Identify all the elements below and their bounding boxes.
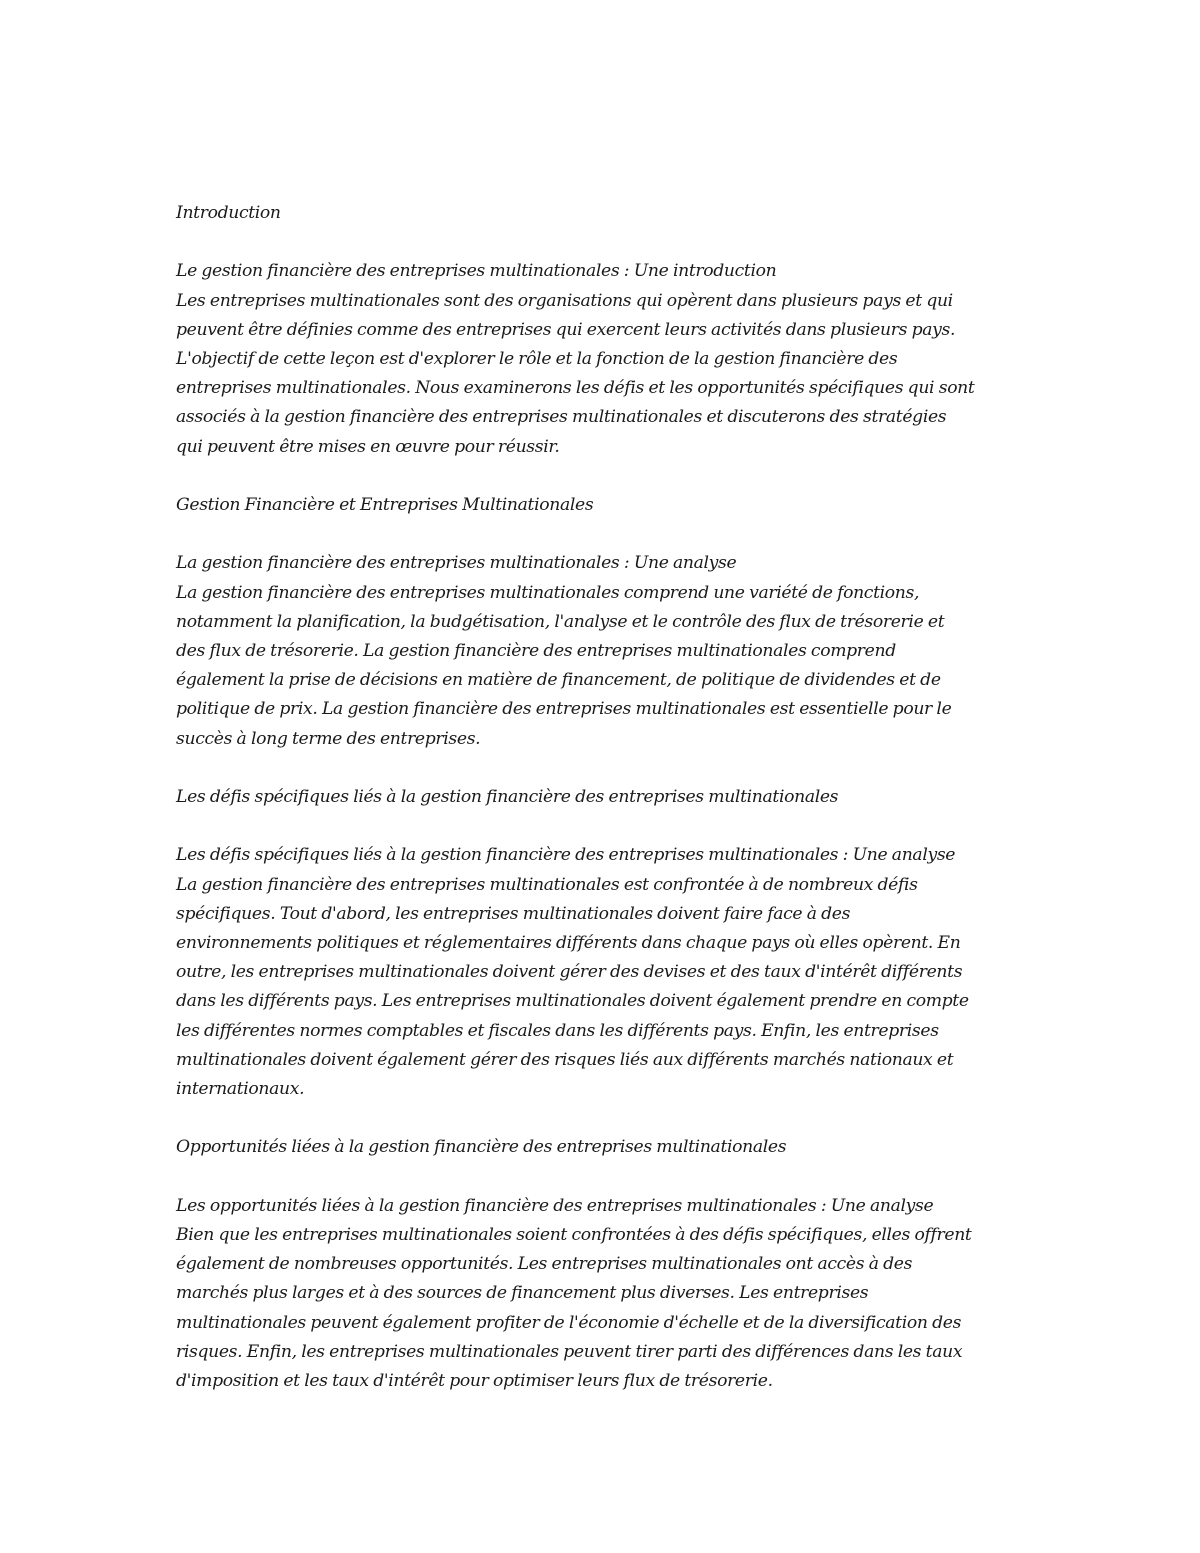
text-line: spécifiques. Tout d'abord, les entreprises multinationales doivent faire face à des [176,903,851,924]
heading-line: Gestion Financière et Entreprises Multinationales [176,495,594,515]
paragraph-gap [176,1104,1026,1133]
paragraph-gap [176,520,1026,549]
text-line: peuvent être définies comme des entreprises qui exercent leurs activités dans plusieurs pays. [176,319,956,340]
text-line: La gestion financière des entreprises multinationales comprend une variété de fonctions, [176,582,920,603]
text-line: notamment la planification, la budgétisation, l'analyse et le contrôle des flux de trésorerie et [176,611,945,632]
heading-line: Les défis spécifiques liés à la gestion financière des entreprises multinationales [176,787,839,807]
text-line: outre, les entreprises multinationales doivent gérer des devises et des taux d'intérêt différents [176,962,963,983]
text-line: Bien que les entreprises multinationales soient confrontées à des défis spécifiques, elles offrent [176,1225,972,1245]
text-line: internationaux. [176,1079,305,1100]
heading-line: Introduction [176,203,281,223]
text-line: qui peuvent être mises en œuvre pour réussir. [176,436,560,457]
section-2-heading [176,783,1026,812]
section-1-body [176,549,1026,753]
intro-body [176,257,1026,461]
section-3-body [176,1192,1026,1396]
text-line: également de nombreuses opportunités. Les entreprises multinationales ont accès à des [176,1254,913,1275]
section-1-heading [176,491,1026,520]
section-3-heading [176,1133,1026,1162]
text-line: d'imposition et les taux d'intérêt pour optimiser leurs flux de trésorerie. [176,1371,773,1392]
text-line: des flux de trésorerie. La gestion financière des entreprises multinationales comprend [176,641,896,661]
text-line: marchés plus larges et à des sources de financement plus diverses. Les entreprises [176,1283,869,1304]
text-line: Les opportunités liées à la gestion financière des entreprises multinationales : Une analyse [176,1195,934,1216]
text-line: multinationales doivent également gérer des risques liés aux différents marchés nationaux et [176,1049,954,1070]
section-2-body [176,841,1026,1104]
text-line: L'objectif de cette leçon est d'explorer le rôle et la fonction de la gestion financière des [176,349,898,369]
text-line: La gestion financière des entreprises multinationales est confrontée à de nombreux défis [176,874,918,895]
text-line: La gestion financière des entreprises multinationales : Une analyse [176,553,737,574]
paragraph-gap [176,462,1026,491]
intro-heading [176,199,1026,228]
heading-line: Opportunités liées à la gestion financière des entreprises multinationales [176,1137,787,1158]
text-line: risques. Enfin, les entreprises multinationales peuvent tirer parti des différences dans les taux [176,1341,963,1362]
paragraph-gap [176,754,1026,783]
paragraph-gap [176,1163,1026,1192]
document-page [176,199,1026,1396]
text-line: Les entreprises multinationales sont des organisations qui opèrent dans plusieurs pays et qui [176,290,953,311]
text-line: politique de prix. La gestion financière des entreprises multinationales est essentielle pour le [176,699,952,720]
text-line: également la prise de décisions en matière de financement, de politique de dividendes et de [176,670,941,691]
paragraph-gap [176,228,1026,257]
text-line: les différentes normes comptables et fiscales dans les différents pays. Enfin, les entreprises [176,1020,939,1041]
text-line: Le gestion financière des entreprises multinationales : Une introduction [176,261,777,282]
text-line: environnements politiques et réglementaires différents dans chaque pays où elles opèrent. En [176,933,961,953]
text-line: succès à long terme des entreprises. [176,728,481,749]
text-line: entreprises multinationales. Nous examinerons les défis et les opportunités spécifiques qui sont [176,378,975,399]
paragraph-gap [176,812,1026,841]
text-line: dans les différents pays. Les entreprises multinationales doivent également prendre en compte [176,991,969,1012]
text-line: associés à la gestion financière des entreprises multinationales et discuterons des stratégies [176,407,947,428]
text-line: Les défis spécifiques liés à la gestion financière des entreprises multinationales : Une analyse [176,845,956,866]
text-line: multinationales peuvent également profiter de l'économie d'échelle et de la diversification des [176,1312,962,1333]
